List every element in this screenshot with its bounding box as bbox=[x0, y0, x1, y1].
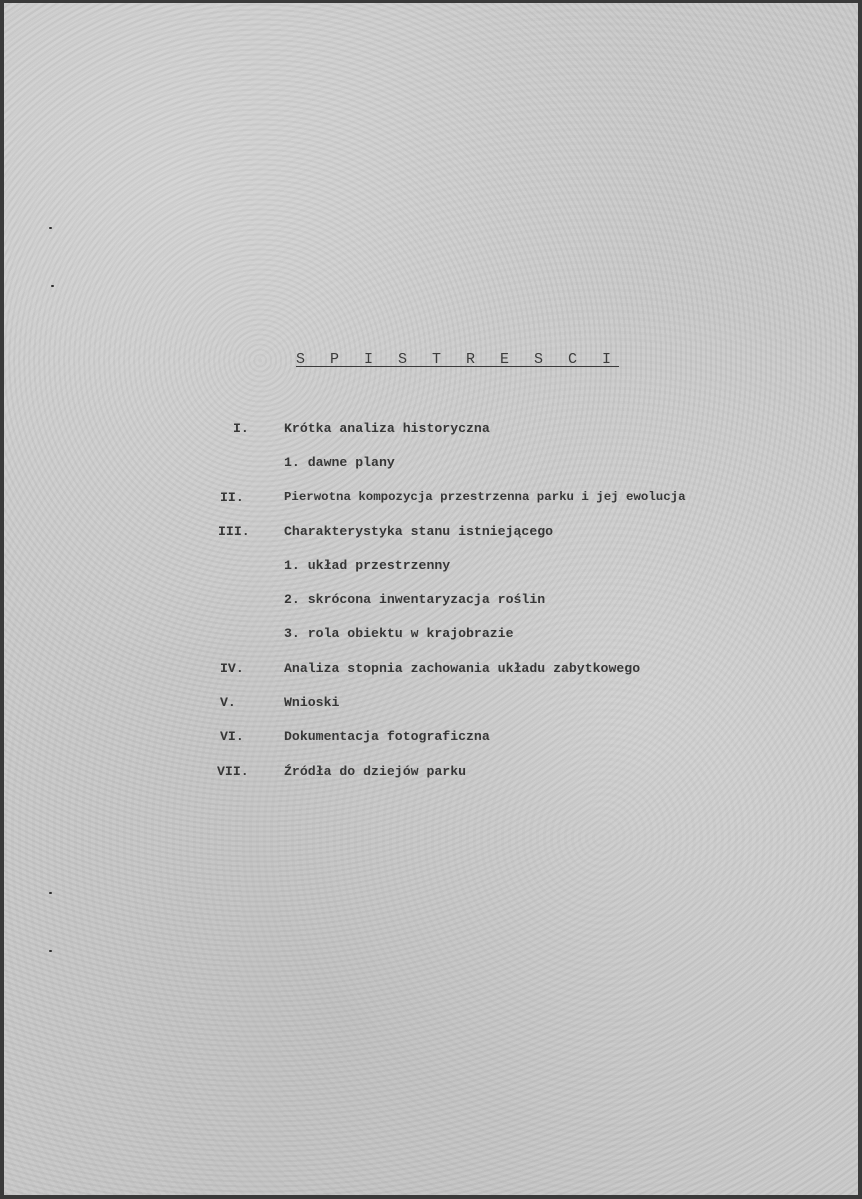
paper-page bbox=[4, 3, 858, 1195]
toc-numeral: VI. bbox=[220, 729, 244, 744]
toc-entry-text: Wnioski bbox=[284, 695, 340, 710]
toc-numeral: I. bbox=[233, 421, 249, 436]
margin-mark bbox=[49, 950, 52, 952]
toc-numeral: V. bbox=[220, 695, 236, 710]
toc-numeral: III. bbox=[218, 524, 250, 539]
toc-subentry-text: 1. dawne plany bbox=[284, 455, 395, 470]
document-title: S P I S T R E S C I bbox=[296, 351, 620, 368]
margin-mark bbox=[49, 227, 52, 229]
toc-entry-text: Analiza stopnia zachowania układu zabytkowego bbox=[284, 661, 641, 676]
toc-subentry-text: 2. skrócona inwentaryzacja roślin bbox=[284, 592, 546, 607]
toc-numeral: II. bbox=[220, 490, 244, 505]
toc-numeral: IV. bbox=[220, 661, 244, 676]
margin-mark bbox=[51, 285, 54, 287]
toc-entry-text: Pierwotna kompozycja przestrzenna parku i jej ewolucja bbox=[284, 490, 686, 504]
toc-entry-text: Źródła do dziejów parku bbox=[284, 764, 467, 779]
toc-subentry-text: 3. rola obiektu w krajobrazie bbox=[284, 626, 514, 641]
toc-numeral: VII. bbox=[217, 764, 249, 779]
toc-entry-text: Charakterystyka stanu istniejącego bbox=[284, 524, 554, 539]
toc-entry-text: Dokumentacja fotograficzna bbox=[284, 729, 490, 744]
toc-entry-text: Krótka analiza historyczna bbox=[284, 421, 490, 436]
margin-mark bbox=[49, 892, 52, 894]
toc-subentry-text: 1. układ przestrzenny bbox=[284, 558, 451, 573]
